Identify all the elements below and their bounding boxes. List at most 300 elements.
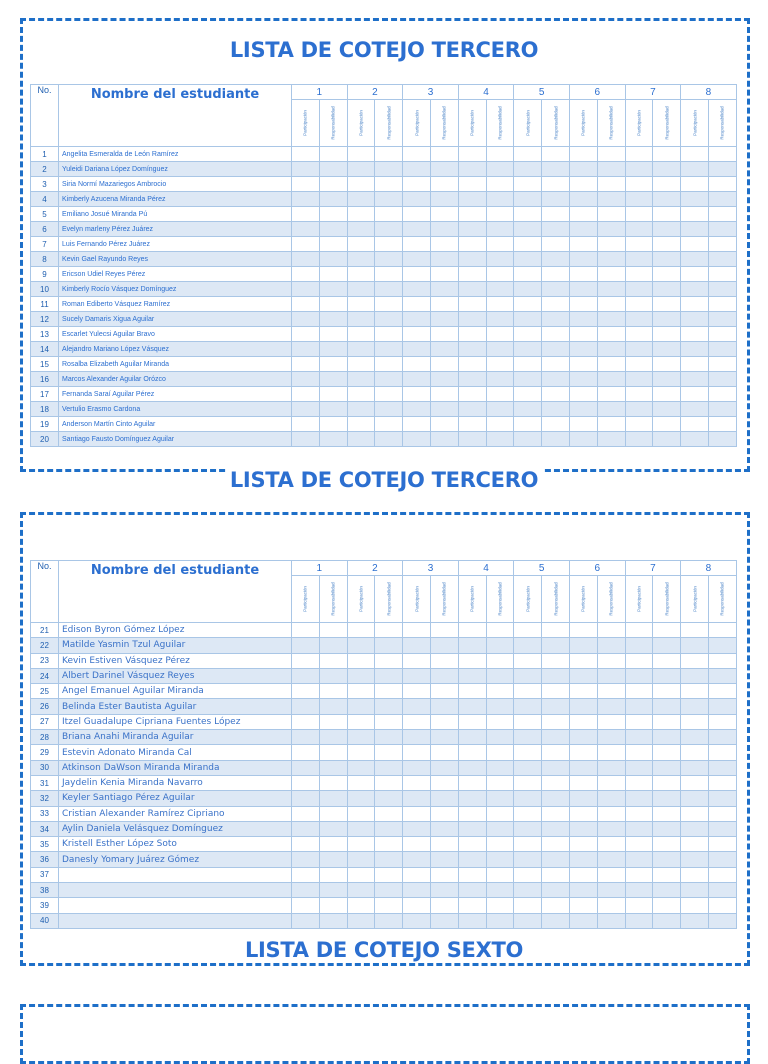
check-cell[interactable] [486, 432, 514, 447]
check-cell[interactable] [319, 267, 347, 282]
check-cell[interactable] [486, 913, 514, 928]
check-cell[interactable] [542, 297, 570, 312]
check-cell[interactable] [292, 432, 320, 447]
check-cell[interactable] [514, 312, 542, 327]
check-cell[interactable] [542, 913, 570, 928]
check-cell[interactable] [625, 883, 653, 898]
check-cell[interactable] [653, 387, 681, 402]
check-cell[interactable] [708, 867, 736, 882]
check-cell[interactable] [653, 638, 681, 653]
check-cell[interactable] [653, 623, 681, 638]
check-cell[interactable] [375, 357, 403, 372]
check-cell[interactable] [486, 282, 514, 297]
check-cell[interactable] [597, 913, 625, 928]
check-cell[interactable] [597, 760, 625, 775]
check-cell[interactable] [347, 714, 375, 729]
check-cell[interactable] [681, 432, 709, 447]
check-cell[interactable] [653, 402, 681, 417]
check-cell[interactable] [430, 714, 458, 729]
check-cell[interactable] [708, 730, 736, 745]
check-cell[interactable] [403, 775, 431, 790]
check-cell[interactable] [514, 883, 542, 898]
check-cell[interactable] [292, 192, 320, 207]
check-cell[interactable] [681, 638, 709, 653]
check-cell[interactable] [292, 252, 320, 267]
check-cell[interactable] [319, 852, 347, 867]
check-cell[interactable] [403, 714, 431, 729]
check-cell[interactable] [430, 806, 458, 821]
check-cell[interactable] [458, 222, 486, 237]
check-cell[interactable] [514, 775, 542, 790]
check-cell[interactable] [375, 837, 403, 852]
check-cell[interactable] [569, 267, 597, 282]
check-cell[interactable] [403, 806, 431, 821]
check-cell[interactable] [347, 806, 375, 821]
check-cell[interactable] [597, 791, 625, 806]
check-cell[interactable] [653, 372, 681, 387]
check-cell[interactable] [514, 668, 542, 683]
check-cell[interactable] [514, 730, 542, 745]
check-cell[interactable] [430, 760, 458, 775]
check-cell[interactable] [292, 402, 320, 417]
check-cell[interactable] [486, 312, 514, 327]
check-cell[interactable] [292, 147, 320, 162]
check-cell[interactable] [653, 297, 681, 312]
check-cell[interactable] [625, 222, 653, 237]
check-cell[interactable] [625, 653, 653, 668]
check-cell[interactable] [319, 760, 347, 775]
check-cell[interactable] [708, 162, 736, 177]
check-cell[interactable] [319, 387, 347, 402]
check-cell[interactable] [569, 867, 597, 882]
check-cell[interactable] [292, 714, 320, 729]
check-cell[interactable] [653, 267, 681, 282]
check-cell[interactable] [319, 357, 347, 372]
check-cell[interactable] [597, 898, 625, 913]
check-cell[interactable] [430, 282, 458, 297]
check-cell[interactable] [375, 730, 403, 745]
check-cell[interactable] [375, 372, 403, 387]
check-cell[interactable] [597, 417, 625, 432]
check-cell[interactable] [430, 417, 458, 432]
check-cell[interactable] [458, 237, 486, 252]
check-cell[interactable] [486, 760, 514, 775]
check-cell[interactable] [292, 821, 320, 836]
check-cell[interactable] [514, 898, 542, 913]
check-cell[interactable] [375, 177, 403, 192]
check-cell[interactable] [430, 207, 458, 222]
check-cell[interactable] [375, 147, 403, 162]
check-cell[interactable] [708, 357, 736, 372]
check-cell[interactable] [542, 222, 570, 237]
check-cell[interactable] [403, 222, 431, 237]
check-cell[interactable] [347, 312, 375, 327]
check-cell[interactable] [625, 867, 653, 882]
check-cell[interactable] [375, 791, 403, 806]
check-cell[interactable] [347, 342, 375, 357]
check-cell[interactable] [597, 252, 625, 267]
check-cell[interactable] [653, 867, 681, 882]
check-cell[interactable] [430, 162, 458, 177]
check-cell[interactable] [681, 913, 709, 928]
check-cell[interactable] [486, 237, 514, 252]
check-cell[interactable] [681, 147, 709, 162]
check-cell[interactable] [708, 417, 736, 432]
check-cell[interactable] [486, 668, 514, 683]
check-cell[interactable] [708, 432, 736, 447]
check-cell[interactable] [347, 837, 375, 852]
check-cell[interactable] [430, 327, 458, 342]
check-cell[interactable] [375, 432, 403, 447]
check-cell[interactable] [292, 760, 320, 775]
check-cell[interactable] [347, 252, 375, 267]
check-cell[interactable] [597, 653, 625, 668]
check-cell[interactable] [347, 730, 375, 745]
check-cell[interactable] [430, 837, 458, 852]
check-cell[interactable] [430, 372, 458, 387]
check-cell[interactable] [458, 837, 486, 852]
check-cell[interactable] [375, 867, 403, 882]
check-cell[interactable] [375, 327, 403, 342]
check-cell[interactable] [681, 852, 709, 867]
check-cell[interactable] [542, 638, 570, 653]
check-cell[interactable] [542, 162, 570, 177]
check-cell[interactable] [542, 372, 570, 387]
check-cell[interactable] [375, 883, 403, 898]
check-cell[interactable] [514, 162, 542, 177]
check-cell[interactable] [430, 852, 458, 867]
check-cell[interactable] [375, 638, 403, 653]
check-cell[interactable] [292, 775, 320, 790]
check-cell[interactable] [292, 791, 320, 806]
check-cell[interactable] [347, 402, 375, 417]
check-cell[interactable] [653, 207, 681, 222]
check-cell[interactable] [653, 192, 681, 207]
check-cell[interactable] [542, 791, 570, 806]
check-cell[interactable] [597, 192, 625, 207]
check-cell[interactable] [430, 147, 458, 162]
check-cell[interactable] [542, 730, 570, 745]
check-cell[interactable] [681, 357, 709, 372]
check-cell[interactable] [569, 402, 597, 417]
check-cell[interactable] [375, 297, 403, 312]
check-cell[interactable] [681, 402, 709, 417]
check-cell[interactable] [458, 177, 486, 192]
check-cell[interactable] [514, 342, 542, 357]
check-cell[interactable] [292, 267, 320, 282]
check-cell[interactable] [458, 267, 486, 282]
check-cell[interactable] [319, 653, 347, 668]
check-cell[interactable] [681, 668, 709, 683]
check-cell[interactable] [514, 417, 542, 432]
check-cell[interactable] [569, 699, 597, 714]
check-cell[interactable] [347, 668, 375, 683]
check-cell[interactable] [597, 852, 625, 867]
check-cell[interactable] [486, 177, 514, 192]
check-cell[interactable] [292, 177, 320, 192]
check-cell[interactable] [319, 730, 347, 745]
check-cell[interactable] [514, 357, 542, 372]
check-cell[interactable] [542, 760, 570, 775]
check-cell[interactable] [486, 297, 514, 312]
check-cell[interactable] [514, 699, 542, 714]
check-cell[interactable] [486, 327, 514, 342]
check-cell[interactable] [486, 357, 514, 372]
check-cell[interactable] [681, 372, 709, 387]
check-cell[interactable] [403, 898, 431, 913]
check-cell[interactable] [403, 192, 431, 207]
check-cell[interactable] [597, 177, 625, 192]
check-cell[interactable] [292, 297, 320, 312]
check-cell[interactable] [569, 668, 597, 683]
check-cell[interactable] [653, 821, 681, 836]
check-cell[interactable] [514, 837, 542, 852]
check-cell[interactable] [569, 297, 597, 312]
check-cell[interactable] [403, 312, 431, 327]
check-cell[interactable] [347, 760, 375, 775]
check-cell[interactable] [486, 623, 514, 638]
check-cell[interactable] [625, 207, 653, 222]
check-cell[interactable] [347, 207, 375, 222]
check-cell[interactable] [375, 282, 403, 297]
check-cell[interactable] [292, 883, 320, 898]
check-cell[interactable] [625, 372, 653, 387]
check-cell[interactable] [542, 417, 570, 432]
check-cell[interactable] [458, 342, 486, 357]
check-cell[interactable] [653, 913, 681, 928]
check-cell[interactable] [319, 898, 347, 913]
check-cell[interactable] [292, 745, 320, 760]
check-cell[interactable] [653, 147, 681, 162]
check-cell[interactable] [542, 312, 570, 327]
check-cell[interactable] [403, 432, 431, 447]
check-cell[interactable] [681, 898, 709, 913]
check-cell[interactable] [569, 745, 597, 760]
check-cell[interactable] [653, 791, 681, 806]
check-cell[interactable] [653, 837, 681, 852]
check-cell[interactable] [486, 192, 514, 207]
check-cell[interactable] [403, 791, 431, 806]
check-cell[interactable] [347, 147, 375, 162]
check-cell[interactable] [514, 745, 542, 760]
check-cell[interactable] [708, 775, 736, 790]
check-cell[interactable] [403, 342, 431, 357]
check-cell[interactable] [708, 684, 736, 699]
check-cell[interactable] [625, 760, 653, 775]
check-cell[interactable] [486, 252, 514, 267]
check-cell[interactable] [347, 162, 375, 177]
check-cell[interactable] [625, 342, 653, 357]
check-cell[interactable] [625, 267, 653, 282]
check-cell[interactable] [625, 162, 653, 177]
check-cell[interactable] [458, 623, 486, 638]
check-cell[interactable] [375, 222, 403, 237]
check-cell[interactable] [347, 177, 375, 192]
check-cell[interactable] [542, 342, 570, 357]
check-cell[interactable] [347, 372, 375, 387]
check-cell[interactable] [681, 192, 709, 207]
check-cell[interactable] [708, 312, 736, 327]
check-cell[interactable] [430, 432, 458, 447]
check-cell[interactable] [542, 837, 570, 852]
check-cell[interactable] [292, 623, 320, 638]
check-cell[interactable] [292, 837, 320, 852]
check-cell[interactable] [403, 207, 431, 222]
check-cell[interactable] [514, 372, 542, 387]
check-cell[interactable] [292, 867, 320, 882]
check-cell[interactable] [430, 252, 458, 267]
check-cell[interactable] [542, 207, 570, 222]
check-cell[interactable] [681, 791, 709, 806]
check-cell[interactable] [347, 638, 375, 653]
check-cell[interactable] [347, 192, 375, 207]
check-cell[interactable] [514, 760, 542, 775]
check-cell[interactable] [514, 638, 542, 653]
check-cell[interactable] [486, 387, 514, 402]
check-cell[interactable] [597, 699, 625, 714]
check-cell[interactable] [708, 147, 736, 162]
check-cell[interactable] [403, 237, 431, 252]
check-cell[interactable] [319, 745, 347, 760]
check-cell[interactable] [458, 147, 486, 162]
check-cell[interactable] [569, 821, 597, 836]
check-cell[interactable] [681, 162, 709, 177]
check-cell[interactable] [430, 653, 458, 668]
check-cell[interactable] [375, 237, 403, 252]
check-cell[interactable] [292, 730, 320, 745]
check-cell[interactable] [597, 867, 625, 882]
check-cell[interactable] [430, 775, 458, 790]
check-cell[interactable] [403, 699, 431, 714]
check-cell[interactable] [653, 282, 681, 297]
check-cell[interactable] [542, 432, 570, 447]
check-cell[interactable] [486, 699, 514, 714]
check-cell[interactable] [375, 775, 403, 790]
check-cell[interactable] [347, 623, 375, 638]
check-cell[interactable] [458, 402, 486, 417]
check-cell[interactable] [542, 653, 570, 668]
check-cell[interactable] [375, 192, 403, 207]
check-cell[interactable] [403, 913, 431, 928]
check-cell[interactable] [514, 297, 542, 312]
check-cell[interactable] [542, 714, 570, 729]
check-cell[interactable] [597, 745, 625, 760]
check-cell[interactable] [625, 684, 653, 699]
check-cell[interactable] [569, 357, 597, 372]
check-cell[interactable] [708, 638, 736, 653]
check-cell[interactable] [347, 883, 375, 898]
check-cell[interactable] [430, 342, 458, 357]
check-cell[interactable] [292, 684, 320, 699]
check-cell[interactable] [625, 898, 653, 913]
check-cell[interactable] [542, 821, 570, 836]
check-cell[interactable] [430, 883, 458, 898]
check-cell[interactable] [458, 898, 486, 913]
check-cell[interactable] [403, 267, 431, 282]
check-cell[interactable] [375, 913, 403, 928]
check-cell[interactable] [542, 282, 570, 297]
check-cell[interactable] [708, 806, 736, 821]
check-cell[interactable] [375, 760, 403, 775]
check-cell[interactable] [486, 791, 514, 806]
check-cell[interactable] [486, 684, 514, 699]
check-cell[interactable] [458, 282, 486, 297]
check-cell[interactable] [319, 162, 347, 177]
check-cell[interactable] [653, 898, 681, 913]
check-cell[interactable] [542, 699, 570, 714]
check-cell[interactable] [597, 684, 625, 699]
check-cell[interactable] [319, 282, 347, 297]
check-cell[interactable] [708, 791, 736, 806]
check-cell[interactable] [292, 806, 320, 821]
check-cell[interactable] [403, 357, 431, 372]
check-cell[interactable] [458, 852, 486, 867]
check-cell[interactable] [430, 821, 458, 836]
check-cell[interactable] [681, 745, 709, 760]
check-cell[interactable] [458, 684, 486, 699]
check-cell[interactable] [430, 638, 458, 653]
check-cell[interactable] [347, 852, 375, 867]
check-cell[interactable] [430, 623, 458, 638]
check-cell[interactable] [292, 357, 320, 372]
check-cell[interactable] [403, 867, 431, 882]
check-cell[interactable] [708, 342, 736, 357]
check-cell[interactable] [653, 653, 681, 668]
check-cell[interactable] [708, 282, 736, 297]
check-cell[interactable] [319, 402, 347, 417]
check-cell[interactable] [625, 745, 653, 760]
check-cell[interactable] [375, 207, 403, 222]
check-cell[interactable] [430, 898, 458, 913]
check-cell[interactable] [319, 837, 347, 852]
check-cell[interactable] [653, 252, 681, 267]
check-cell[interactable] [375, 806, 403, 821]
check-cell[interactable] [597, 883, 625, 898]
check-cell[interactable] [514, 806, 542, 821]
check-cell[interactable] [625, 852, 653, 867]
check-cell[interactable] [597, 237, 625, 252]
check-cell[interactable] [569, 432, 597, 447]
check-cell[interactable] [403, 162, 431, 177]
check-cell[interactable] [347, 867, 375, 882]
check-cell[interactable] [375, 821, 403, 836]
check-cell[interactable] [347, 898, 375, 913]
check-cell[interactable] [430, 312, 458, 327]
check-cell[interactable] [319, 237, 347, 252]
check-cell[interactable] [292, 417, 320, 432]
check-cell[interactable] [458, 714, 486, 729]
check-cell[interactable] [625, 237, 653, 252]
check-cell[interactable] [681, 387, 709, 402]
check-cell[interactable] [458, 760, 486, 775]
check-cell[interactable] [681, 821, 709, 836]
check-cell[interactable] [403, 372, 431, 387]
check-cell[interactable] [430, 267, 458, 282]
check-cell[interactable] [514, 821, 542, 836]
check-cell[interactable] [653, 852, 681, 867]
check-cell[interactable] [542, 147, 570, 162]
check-cell[interactable] [403, 297, 431, 312]
check-cell[interactable] [542, 668, 570, 683]
check-cell[interactable] [347, 432, 375, 447]
check-cell[interactable] [486, 207, 514, 222]
check-cell[interactable] [653, 432, 681, 447]
check-cell[interactable] [542, 684, 570, 699]
check-cell[interactable] [708, 222, 736, 237]
check-cell[interactable] [430, 177, 458, 192]
check-cell[interactable] [403, 252, 431, 267]
check-cell[interactable] [569, 623, 597, 638]
